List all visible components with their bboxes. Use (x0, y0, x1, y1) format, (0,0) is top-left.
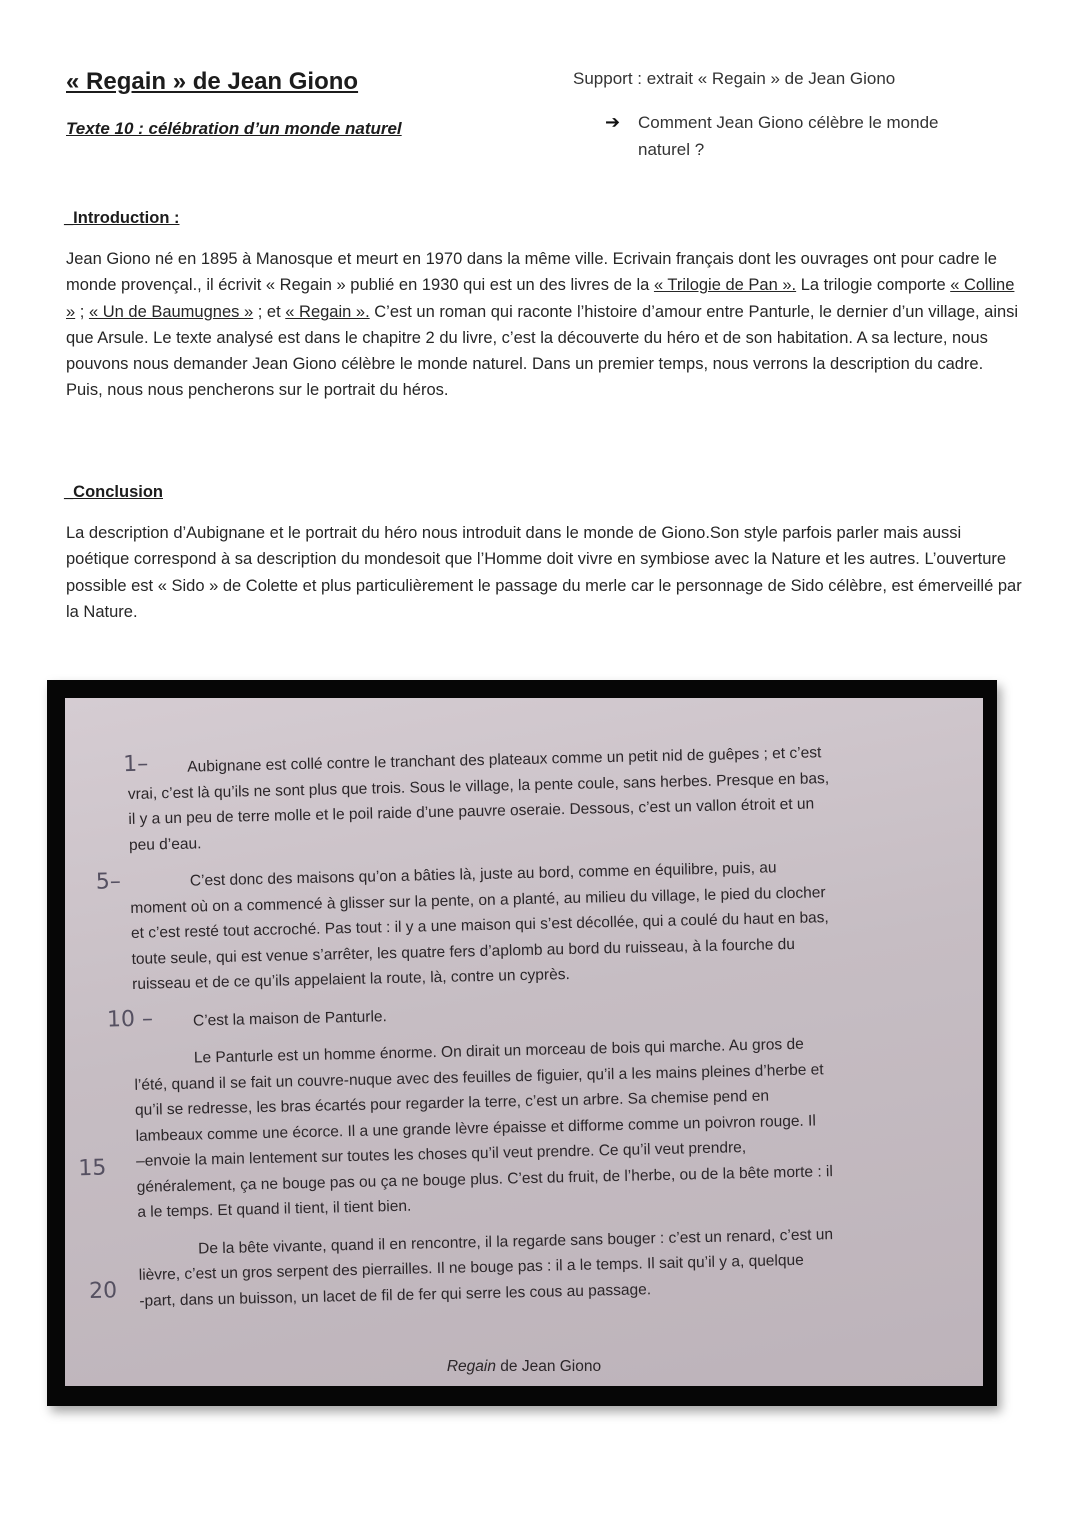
excerpt-photo-frame (47, 680, 997, 1406)
arrow-right-icon: ➔ (605, 112, 621, 132)
excerpt-paragraph-4: Le Panturle est un homme énorme. On dirait un morceau de bois qui marche. Au gros de l’été, quand il se fait un couvre-nuque avec des feuilles de figuier, qu’il a les mains pleines d’herbe et qu’il se redresse, les bras écartés pour regarder la terre, c’est un arbre. Sa chemise pend en lambeaux comme une écorce. Il a une grande lèvre épaisse et difforme comme un poivron rouge. Il –envoie la main lentement sur toutes les choses qu’il veut prendre. Ce qu’il veut prendre, généralement, ça ne bouge pas ou ça ne bouge plus. C’est du fruit, de l’herbe, ou de la bête morte : il a le temps. Et quand il tient, il tient bien. (134, 1035, 834, 1221)
link-colline: « Colline » (66, 276, 1015, 321)
document-subtitle: Texte 10 : célébration d’un monde naturel (66, 119, 402, 138)
link-regain: « Regain ». (285, 302, 370, 321)
excerpt-caption: Regain de Jean Giono (446, 1358, 602, 1375)
excerpt-photo (65, 698, 983, 1386)
excerpt-paragraph-3: C’est la maison de Panturle. (192, 1007, 388, 1030)
link-trilogie-de-pan: « Trilogie de Pan ». (653, 276, 797, 295)
support-label: Support : extrait « Regain » de Jean Giono (573, 69, 896, 88)
line-number-1: 1– (122, 751, 149, 778)
question-text: Comment Jean Giono célèbre le monde naturel ? (638, 113, 939, 159)
problematic-question (605, 109, 985, 163)
excerpt-paragraph-5: De la bête vivante, quand il en rencontre, il la regarde sans bouger : c’est un renard, c’est un lièvre, c’est un gros serpent des pierrailles. Il ne bouge pas : il a le temps. Il sait qu’il y a, quelque -part, dans un buisson, un lacet de fil de fer qui serre les cous au passage. (138, 1225, 834, 1310)
line-number-15: 15 (78, 1155, 107, 1182)
introduction-heading: _Introduction : (64, 209, 180, 227)
excerpt-text (78, 738, 924, 1314)
excerpt-paragraph-2: C’est donc des maisons qu’on a bâties là, juste au bord, comme en équilibre, puis, au moment où on a commencé à glisser sur la pente, on a planté, au milieu du village, le pied du clocher et c’est resté tout accroché. Pas tout : il y a une maison qui s’est décollée, qui a coulé du haut en bas, toute seule, qui est venue s’arrêter, les quatre fers d’aplomb au bord du ruisseau, à la fourche du ruisseau et de ce qu’ils appelaient la route, là, contre un cyprès. (130, 859, 829, 993)
conclusion-paragraph: La description d’Aubignane et le portrait du héro nous introduit dans le monde de Giono.Son style parfois parler mais aussi poétique correspond à sa description du mondesoit que l’Homme doit vivre en symbiose avec la Nature et les autres. L’ouverture possible est « Sido » de Colette et plus particulièrement le passage du merle car le personnage de Sido célèbre, est émerveillé par la Nature. (66, 524, 1022, 621)
line-number-10: 10 – (106, 1006, 154, 1033)
introduction-paragraph: Jean Giono né en 1895 à Manosque et meurt en 1970 dans la même ville. Ecrivain français dont les ouvrages ont pour cadre le monde provençal., il écrivit « Regain » publié en 1930 qui est un des livres de la « Trilogie de Pan ». La trilogie comporte « Colline » ; « Un de Baumugnes » ; et « Regain ». C’est un roman qui raconte l’histoire d’amour entre Panturle, le dernier d’un village, ainsi que Arsule. Le texte analysé est dans le chapitre 2 du livre, c’est la découverte du héro et de son habitation. A sa lecture, nous pouvons nous demander Jean Giono célèbre le monde naturel. Dans un premier temps, nous verrons la description du cadre. Puis, nous nous pencherons sur le portrait du héros. (66, 250, 1019, 400)
document-title: « Regain » de Jean Giono (66, 68, 359, 95)
link-un-de-baumugnes: « Un de Baumugnes » (88, 302, 254, 321)
conclusion-heading: _Conclusion (64, 483, 164, 501)
line-number-5: 5– (95, 869, 122, 895)
line-number-20: 20 (88, 1278, 118, 1304)
excerpt-paragraph-1: Aubignane est collé contre le tranchant des plateaux comme un petit nid de guêpes ; et c’est vrai, c’est là qu’ils ne sont plus que trois. Sous le village, la pente coule, sans herbes. Presque en bas, il y a un peu de terre molle et le poil raide d’une pauvre oseraie. Dessous, c’est un vallon étroit et un peu d’eau. (127, 744, 830, 854)
